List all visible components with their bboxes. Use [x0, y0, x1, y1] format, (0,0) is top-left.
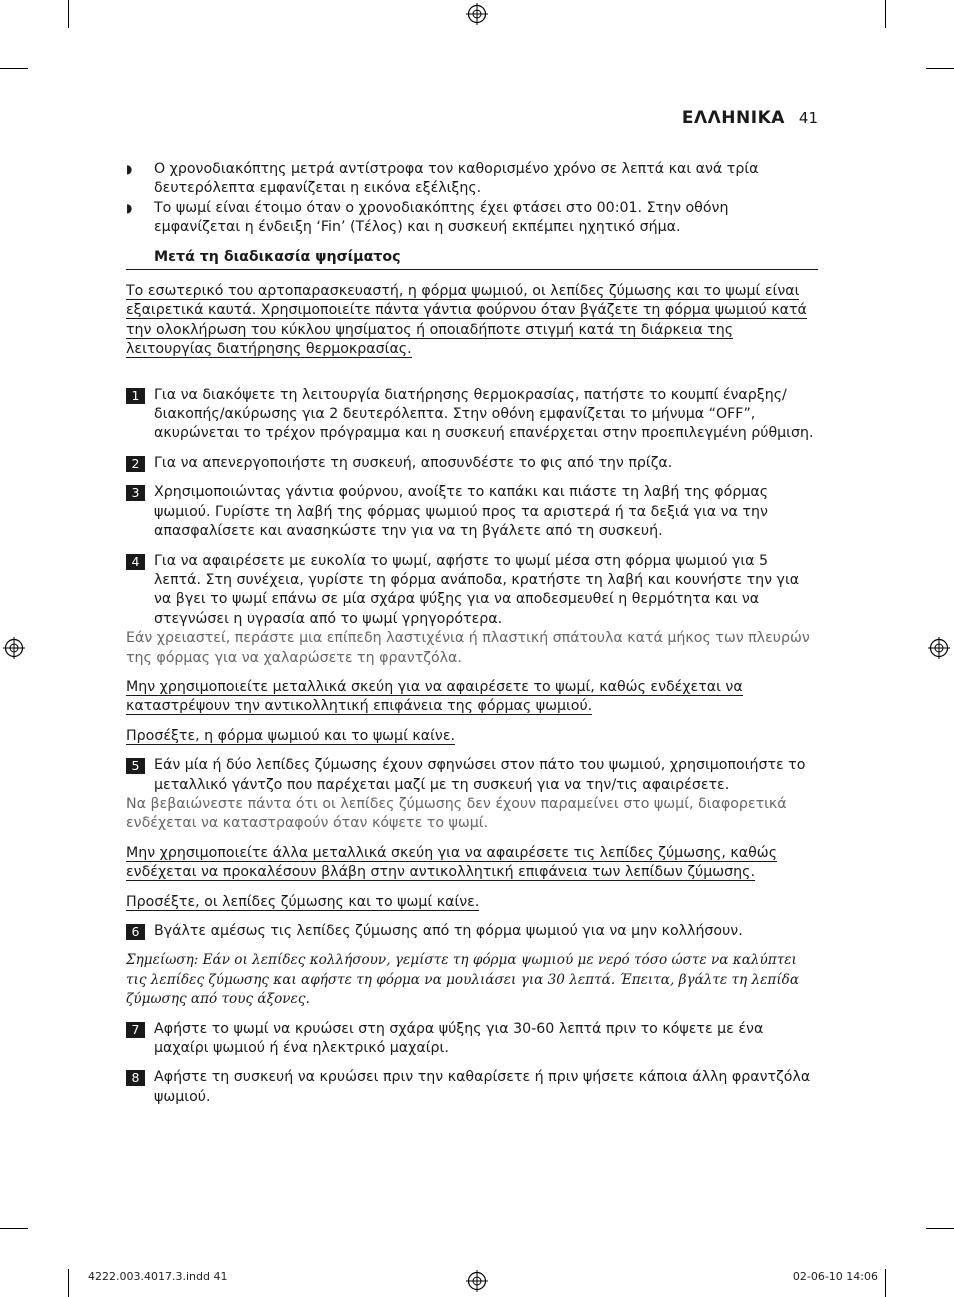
step-number: 5 — [126, 758, 145, 774]
step-number: 3 — [126, 485, 145, 501]
step-1 — [126, 386, 818, 444]
bullet-text: Ο χρονοδιακόπτης μετρά αντίστροφα τον καθορισμένο χρόνο σε λεπτά και ανά τρία δευτερόλεπτα εμφανίζεται η εικόνα εξέλιξης. — [154, 161, 759, 197]
page-content — [126, 160, 818, 1107]
step-text: Αφήστε το ψωμί να κρυώσει στη σχάρα ψύξης για 30-60 λεπτά πριν το κόψετε με ένα μαχαίρι ψωμιού ή ένα ηλεκτρικό μαχαίρι. — [154, 1020, 764, 1057]
step-3 — [126, 483, 818, 541]
warning-text: Το εσωτερικό του αρτοπαρασκευαστή, η φόρμα ψωμιού, οι λεπίδες ζύμωσης και το ψωμί είναι εξαιρετικά καυτά. Χρησιμοποιείτε πάντα γάντια φούρνου όταν βγάζετε τη φόρμα ψωμιού κατά την ολοκλήρωση του κύκλου ψησίματος ή οποιαδήποτε στιγμή κατά τη διάρκεια της λειτουργίας διατήρησης θερμοκρασίας. — [126, 283, 807, 358]
crop-mark-bottom-right-h — [926, 1228, 954, 1229]
section-title: Μετά τη διαδικασία ψησίματος — [126, 248, 818, 270]
step-text: Για να απενεργοποιήστε τη συσκευή, αποσυνδέστε το φις από την πρίζα. — [154, 454, 673, 471]
warning-text: Προσέξτε, η φόρμα ψωμιού και το ψωμί καίνε. — [126, 727, 456, 744]
bullet-marker-icon: ◗ — [126, 200, 133, 215]
step-text: Για να διακόψετε τη λειτουργία διατήρησης θερμοκρασίας, πατήστε το κουμπί έναρξης/διακοπής/ακύρωσης για 2 δευτερόλεπτα. Στην οθόνη εμφανίζεται το μήνυμα “OFF”, ακυρώνεται το τρέχον πρόγραμμα και η συσκευή επανέρχεται στην προεπιλεγμένη ρύθμιση. — [154, 386, 814, 442]
registration-mark-right-icon — [928, 637, 950, 659]
step-6 — [126, 922, 818, 941]
registration-mark-left-icon — [3, 637, 25, 659]
step-number: 1 — [126, 388, 145, 404]
crop-mark-top-left-h — [0, 68, 28, 69]
tip-blades-check: Να βεβαιώνεστε πάντα ότι οι λεπίδες ζύμωσης δεν έχουν παραμείνει στο ψωμί, διαφορετικά ενδέχεται να καταστραφούν όταν κόψετε το ψωμί. — [126, 795, 787, 832]
step-2 — [126, 454, 818, 473]
footer-file-name: 4222.003.4017.3.indd 41 — [88, 1270, 228, 1283]
step-text: Χρησιμοποιώντας γάντια φούρνου, ανοίξτε το καπάκι και πιάστε τη λαβή της φόρμας ψωμιού. Γυρίστε τη λαβή της φόρμας ψωμιού προς τα αριστερά ή τα δεξιά για να την απασφαλίσετε και ανασηκώστε την για να τη βγάλετε από τη συσκευή. — [154, 484, 769, 540]
step-8 — [126, 1068, 818, 1107]
step-number: 2 — [126, 456, 145, 472]
bullet-text: Το ψωμί είναι έτοιμο όταν ο χρονοδιακόπτης έχει φτάσει στο 00:01. Στην οθόνη εμφανίζεται η ένδειξη ‘Fin’ (Τέλος) και η συσκευή εκπέμπει ηχητικό σήμα. — [154, 199, 729, 236]
crop-mark-top-right-h — [926, 68, 954, 69]
step-number: 7 — [126, 1022, 145, 1038]
language-label: ΕΛΛΗΝΙΚΑ — [681, 108, 785, 128]
bullet-item — [126, 199, 818, 238]
warning-no-metal-pan — [126, 678, 818, 717]
step-text: Βγάλτε αμέσως τις λεπίδες ζύμωσης από τη φόρμα ψωμιού για να μην κολλήσουν. — [154, 923, 743, 939]
warning-text: Μην χρησιμοποιείτε μεταλλικά σκεύη για να αφαιρέσετε το ψωμί, καθώς ενδέχεται να καταστρέψουν την αντικολλητική επιφάνεια της φόρμας ψωμιού. — [126, 678, 743, 715]
tip-spatula: Εάν χρειαστεί, περάστε μια επίπεδη λαστιχένια ή πλαστική σπάτουλα κατά μήκος των πλευρών της φόρμας για να χαλαρώσετε τη φραντζόλα. — [126, 630, 810, 666]
note-stuck-blades: Σημείωση: Εάν οι λεπίδες κολλήσουν, γεμίστε τη φόρμα ψωμιού με νερό τόσο ώστε να καλύπτει τις λεπίδες ζύμωσης και αφήστε τη φόρμα να μουλιάσει για 30 λεπτά. Έπειτα, βγάλτε τη λεπίδα ζύμωσης από τους άξονες. — [126, 952, 800, 1008]
page-header — [682, 108, 818, 128]
crop-mark-top-right-v — [885, 0, 886, 28]
crop-mark-bottom-left-v — [68, 1269, 69, 1297]
step-text: Αφήστε τη συσκευή να κρυώσει πριν την καθαρίσετε ή πριν ψήσετε κάποια άλλη φραντζόλα ψωμιού. — [154, 1069, 811, 1105]
crop-mark-top-left-v — [68, 0, 69, 28]
bullet-item — [126, 160, 818, 199]
step-text: Εάν μία ή δύο λεπίδες ζύμωσης έχουν σφηνώσει στον πάτο του ψωμιού, χρησιμοποιήστε το μεταλλικό γάντζο που παρέχεται μαζί με τη συσκευή για να την/τις αφαιρέσετε. — [154, 757, 806, 793]
step-7 — [126, 1020, 818, 1059]
step-4 — [126, 552, 818, 630]
step-number: 6 — [126, 924, 145, 940]
crop-mark-bottom-right-v — [885, 1269, 886, 1297]
page-number: 41 — [798, 109, 818, 127]
footer-date: 02-06-10 14:06 — [792, 1270, 878, 1283]
warning-hot-interior — [126, 282, 818, 360]
bullet-marker-icon: ◗ — [126, 162, 133, 176]
warning-hot-pan — [126, 727, 818, 746]
step-5 — [126, 756, 818, 795]
warning-no-metal-blades — [126, 844, 818, 883]
crop-mark-bottom-left-h — [0, 1228, 28, 1229]
step-number: 8 — [126, 1070, 145, 1086]
step-number: 4 — [126, 554, 145, 570]
warning-text: Μην χρησιμοποιείτε άλλα μεταλλικά σκεύη για να αφαιρέσετε τις λεπίδες ζύμωσης, καθώς ενδέχεται να προκαλέσουν βλάβη στην αντικολλητική επιφάνεια των λεπίδων ζύμωσης. — [126, 844, 778, 881]
registration-mark-bottom-icon — [466, 1270, 488, 1292]
registration-mark-top-icon — [466, 3, 488, 25]
step-text: Για να αφαιρέσετε με ευκολία το ψωμί, αφήστε το ψωμί μέσα στη φόρμα ψωμιού για 5 λεπτά. Στη συνέχεια, γυρίστε τη φόρμα ανάποδα, κρατήστε τη λαβή και κουνήστε την για να βγει το ψωμί επάνω σε μία σχάρα ψύξης για να αποδεσμευθεί η θερμότητα και να στεγνώσει η υγρασία από το ψωμί γρηγορότερα. — [154, 552, 800, 627]
warning-text: Προσέξτε, οι λεπίδες ζύμωσης και το ψωμί καίνε. — [126, 893, 480, 910]
warning-hot-blades — [126, 893, 818, 912]
